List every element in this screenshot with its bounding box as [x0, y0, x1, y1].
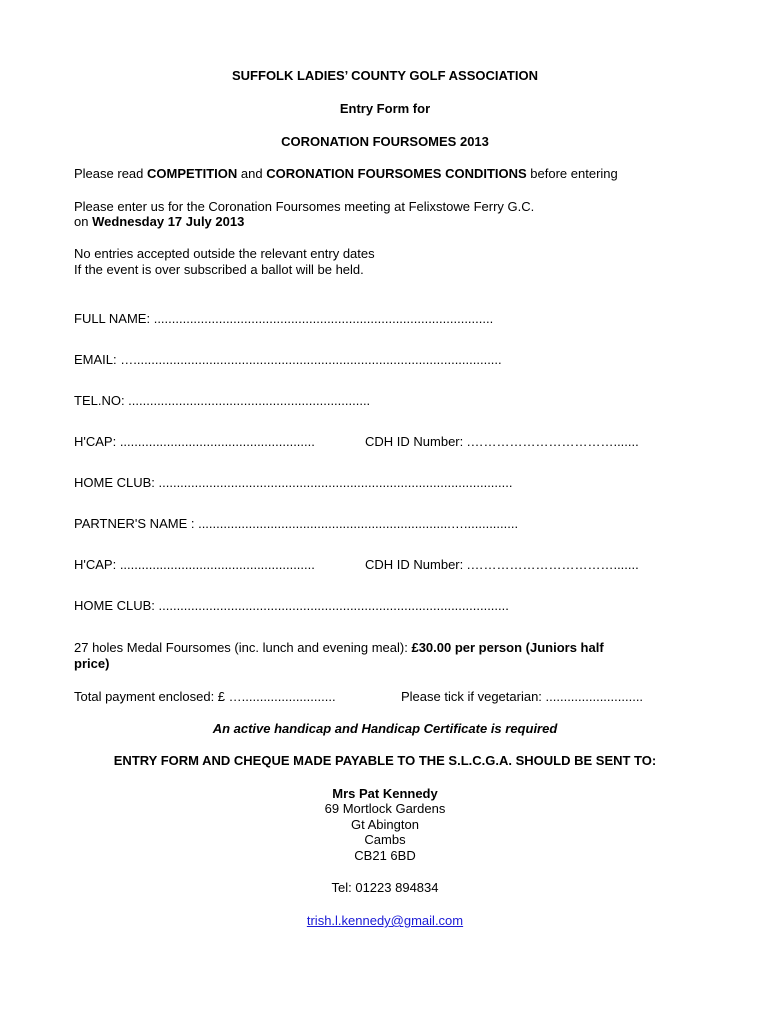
- partner-hcap-field[interactable]: H'CAP: ......................................................: [74, 557, 315, 572]
- enter-line: Please enter us for the Coronation Foursomes meeting at Felixstowe Ferry G.C.: [74, 199, 535, 214]
- full-name-field[interactable]: FULL NAME: ..............................................................................................: [74, 311, 494, 326]
- recipient-email-line: [0, 913, 770, 928]
- home-club-field[interactable]: HOME CLUB: ..................................................................................................: [74, 475, 513, 490]
- partner-cdh-id-field[interactable]: CDH ID Number: .…………………………….......: [365, 557, 639, 572]
- email-field[interactable]: EMAIL: …......................................................................................................: [74, 352, 502, 367]
- pricing-line-2: price): [74, 656, 110, 671]
- hcap-field[interactable]: H'CAP: ......................................................: [74, 434, 315, 449]
- address-line-3: Cambs: [364, 832, 406, 847]
- pricing-line: [74, 640, 604, 655]
- partner-name-field[interactable]: PARTNER'S NAME : ......................................................................…...............: [74, 516, 519, 531]
- handicap-notice: An active handicap and Handicap Certificate is required: [212, 721, 558, 736]
- address-postcode: CB21 6BD: [354, 848, 416, 863]
- partner-home-club-field[interactable]: HOME CLUB: .................................................................................................: [74, 598, 509, 613]
- send-to-heading: ENTRY FORM AND CHEQUE MADE PAYABLE TO THE S.L.C.G.A. SHOULD BE SENT TO:: [113, 753, 657, 768]
- read-competition: COMPETITION: [147, 166, 238, 181]
- association-title: SUFFOLK LADIES’ COUNTY GOLF ASSOCIATION: [232, 68, 538, 83]
- no-entries-line: No entries accepted outside the relevant entry dates: [74, 246, 375, 261]
- read-suffix: before entering: [526, 166, 618, 181]
- total-payment-field[interactable]: Total payment enclosed: £ …..........................: [74, 689, 336, 704]
- read-conditions-line: [74, 166, 618, 181]
- recipient-name: Mrs Pat Kennedy: [332, 786, 438, 801]
- ballot-line: If the event is over subscribed a ballot will be held.: [74, 262, 364, 277]
- address-line-2: Gt Abington: [351, 817, 419, 832]
- pricing-desc: 27 holes Medal Foursomes (inc. lunch and evening meal):: [74, 640, 412, 655]
- event-date: Wednesday 17 July 2013: [92, 214, 245, 229]
- date-line: [74, 214, 244, 229]
- vegetarian-tick-field[interactable]: Please tick if vegetarian: ...........................: [401, 689, 644, 704]
- read-conditions: CORONATION FOURSOMES CONDITIONS: [266, 166, 527, 181]
- cdh-id-field[interactable]: CDH ID Number: .…………………………….......: [365, 434, 639, 449]
- event-title: CORONATION FOURSOMES 2013: [281, 134, 489, 149]
- form-title: Entry Form for: [339, 101, 431, 116]
- recipient-email-link[interactable]: trish.l.kennedy@gmail.com: [306, 913, 464, 928]
- recipient-tel: Tel: 01223 894834: [331, 880, 439, 895]
- read-and: and: [237, 166, 267, 181]
- tel-field[interactable]: TEL.NO: ...................................................................: [74, 393, 371, 408]
- on-prefix: on: [74, 214, 93, 229]
- read-prefix: Please read: [74, 166, 147, 181]
- pricing-price: £30.00 per person (Juniors half: [411, 640, 604, 655]
- address-line-1: 69 Mortlock Gardens: [324, 801, 446, 816]
